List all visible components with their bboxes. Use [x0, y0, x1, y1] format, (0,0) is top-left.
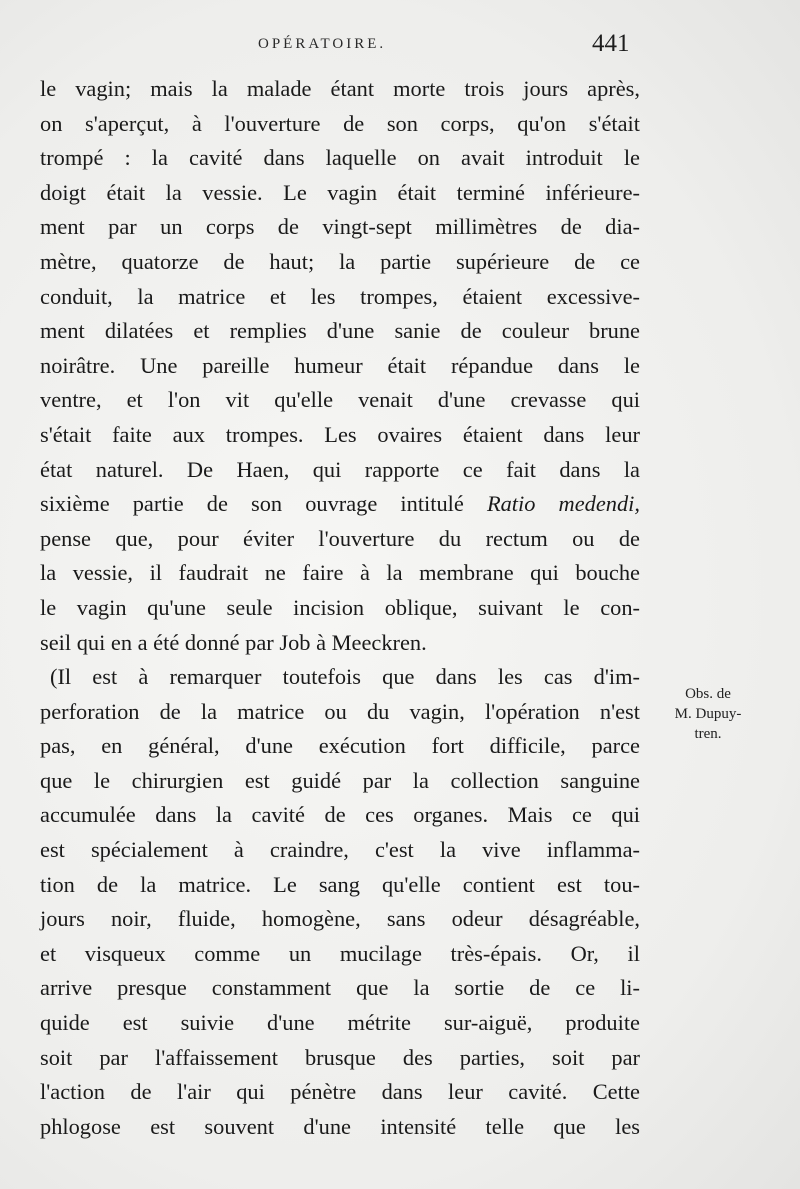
text-line: on s'aperçut, à l'ouverture de son corps, qu'on s'était [40, 110, 640, 136]
page-number: 441 [592, 30, 630, 57]
margin-note-line: Obs. de [685, 686, 731, 702]
italic-book-title: Ratio medendi, [486, 491, 640, 517]
paragraph-last-line: seil qui en a été donné par Job à Meeckren. [40, 629, 427, 655]
text-line: le vagin qu'une seule incision oblique, suivant le con- [40, 594, 640, 620]
text-line: doigt était la vessie. Le vagin était terminé inférieure- [40, 179, 640, 205]
text-line: mètre, quatorze de haut; la partie supérieure de ce [40, 248, 640, 274]
paragraph-first-line: (Il est à remarquer toutefois que dans les cas d'im- [50, 664, 640, 690]
text-line: trompé : la cavité dans laquelle on avait introduit le [40, 145, 640, 171]
text-segment: sixième partie de son ouvrage intitulé [40, 491, 464, 517]
text-line: soit par l'affaissement brusque des parties, soit par [40, 1044, 640, 1070]
text-line: perforation de la matrice ou du vagin, l'opération n'est [40, 698, 640, 724]
text-line: pas, en général, d'une exécution fort difficile, parce [40, 733, 640, 759]
text-line: le vagin; mais la malade étant morte trois jours après, [40, 76, 640, 101]
text-line: état naturel. De Haen, qui rapporte ce fait dans la [40, 456, 640, 482]
text-line: conduit, la matrice et les trompes, étaient excessive- [40, 283, 640, 309]
text-line-with-title [40, 487, 640, 522]
text-line: s'était faite aux trompes. Les ovaires étaient dans leur [40, 421, 640, 447]
text-line: ventre, et l'on vit qu'elle venait d'une crevasse qui [40, 387, 640, 413]
body-text [40, 72, 640, 1144]
text-line: accumulée dans la cavité de ces organes. Mais ce qui [40, 802, 640, 828]
text-line: l'action de l'air qui pénètre dans leur cavité. Cette [40, 1079, 640, 1105]
text-line: ment dilatées et remplies d'une sanie de couleur brune [40, 318, 640, 344]
margin-note [656, 684, 760, 744]
text-line: ment par un corps de vingt-sept millimètres de dia- [40, 214, 640, 240]
text-line: jours noir, fluide, homogène, sans odeur désagréable, [40, 906, 640, 932]
running-header-title: OPÉRATOIRE. [258, 36, 387, 52]
text-line: quide est suivie d'une métrite sur-aiguë, produite [40, 1010, 640, 1036]
text-line: arrive presque constamment que la sortie de ce li- [40, 975, 640, 1001]
text-line: la vessie, il faudrait ne faire à la membrane qui bouche [40, 560, 640, 586]
text-line: que le chirurgien est guidé par la collection sanguine [40, 767, 640, 793]
text-line: pense que, pour éviter l'ouverture du rectum ou de [40, 525, 640, 551]
text-line: phlogose est souvent d'une intensité telle que les [40, 1113, 640, 1139]
margin-note-line: tren. [694, 726, 722, 742]
text-line: et visqueux comme un mucilage très-épais. Or, il [40, 940, 640, 966]
margin-note-line: M. Dupuy- [674, 706, 742, 722]
text-line: tion de la matrice. Le sang qu'elle contient est tou- [40, 871, 640, 897]
text-line: est spécialement à craindre, c'est la vive inflamma- [40, 837, 640, 863]
text-line: noirâtre. Une pareille humeur était répandue dans le [40, 352, 640, 378]
